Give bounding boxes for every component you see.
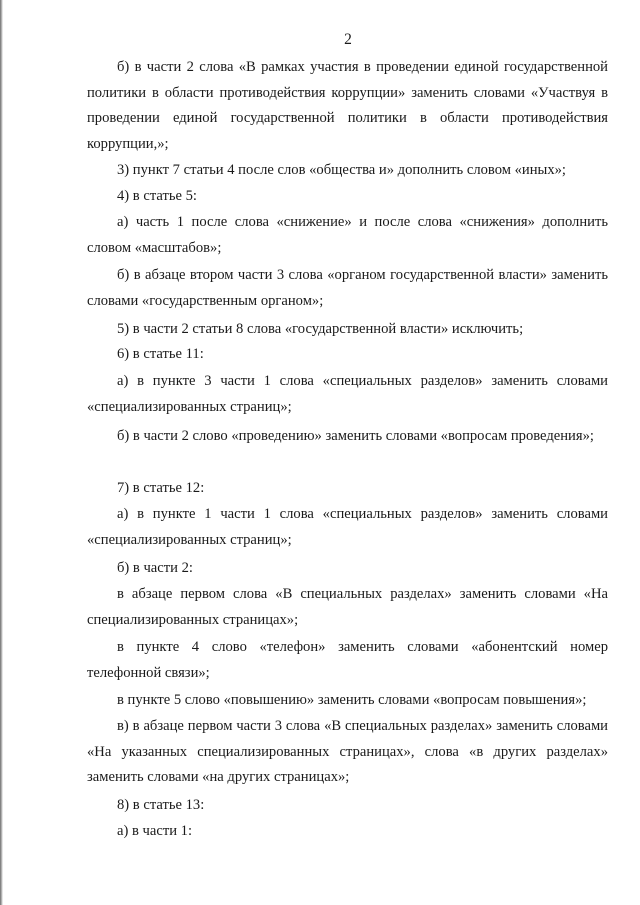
paragraph-1: б) в части 2 слова «В рамках участия в проведении единой государственной политики в области противодействия коррупции» заменить словами «Участвуя в проведении единой государственной политики в области противодействия коррупции,»; [87,59,608,152]
paragraph-7: 6) в статье 11: [117,346,204,362]
scan-edge-shadow [0,0,3,905]
page-number: 2 [344,31,352,48]
paragraph-12: б) в части 2: [117,560,193,576]
paragraph-16: в) в абзаце первом части 3 слова «В специальных разделах» заменить словами «На указанных специализированных страницах», слова «в других разделах» заменить словами «на других страницах»; [87,718,608,786]
paragraph-4: а) часть 1 после слова «снижение» и после слова «снижения» дополнить словом «масштабов»; [87,214,608,256]
paragraph-3: 4) в статье 5: [117,188,197,204]
paragraph-6: 5) в части 2 статьи 8 слова «государственной власти» исключить; [117,321,524,337]
paragraph-5: б) в абзаце втором части 3 слова «органом государственной власти» заменить словами «государственным органом»; [87,267,608,309]
paragraph-13: в абзаце первом слова «В специальных разделах» заменить словами «На специализированных страницах»; [87,586,608,628]
paragraph-11: а) в пункте 1 части 1 слова «специальных разделов» заменить словами «специализированных страниц»; [87,506,608,548]
paragraph-18: а) в части 1: [117,823,193,839]
paragraph-9: б) в части 2 слово «проведению» заменить словами «вопросам проведения»; [117,428,594,444]
paragraph-15: в пункте 5 слово «повышению» заменить словами «вопросам повышения»; [117,692,587,708]
paragraph-2: 3) пункт 7 статьи 4 после слов «общества и» дополнить словом «иных»; [117,162,566,178]
paragraph-17: 8) в статье 13: [117,797,205,813]
paragraph-14: в пункте 4 слово «телефон» заменить словами «абонентский номер телефонной связи»; [87,639,608,681]
paragraph-10: 7) в статье 12: [117,480,205,496]
paragraph-8: а) в пункте 3 части 1 слова «специальных разделов» заменить словами «специализированных страниц»; [87,373,608,415]
